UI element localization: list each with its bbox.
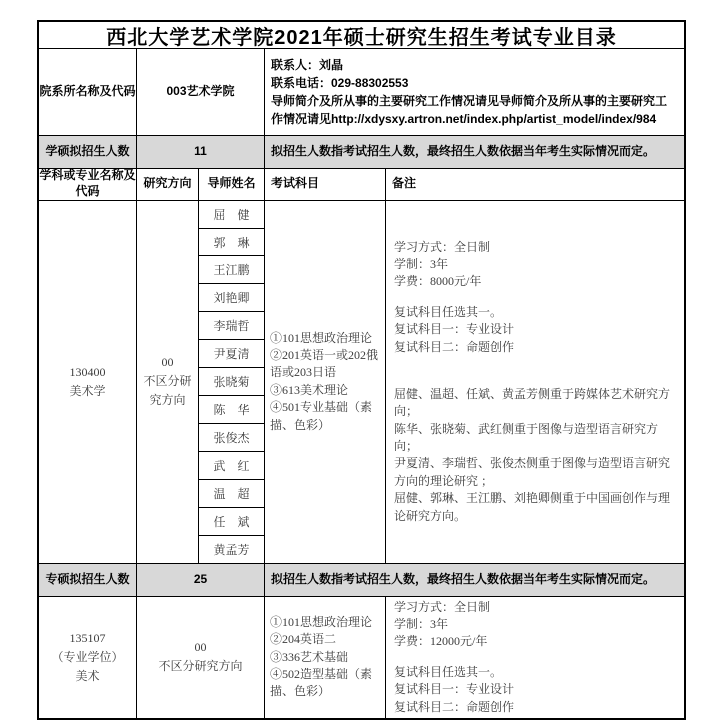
document-title: 西北大学艺术学院2021年硕士研究生招生考试专业目录: [106, 26, 617, 48]
professional-quota-value: 25: [137, 564, 265, 596]
retest-info-block: 复试科目任选其一。 复试科目一：专业设计 复试科目二：命题创作: [394, 304, 515, 354]
academic-quota-value: 11: [137, 136, 265, 168]
department-name: 003艺术学院: [137, 49, 265, 135]
column-header-remarks: 备注: [392, 176, 417, 191]
supervisor-name: 李瑞哲: [199, 312, 264, 340]
professional-major-name: 美术: [75, 668, 100, 683]
supervisor-name: 黄孟芳: [213, 543, 250, 558]
exam-subject: ④501专业基础（素描、色彩）: [270, 400, 373, 432]
professional-quota-note: 拟招生人数指考试招生人数，最终招生人数依据当年考生实际情况而定。: [271, 572, 656, 587]
exam-subject: ③336艺术基础: [270, 649, 349, 664]
professional-direction-name: 不区分研究方向: [158, 659, 243, 674]
professional-quota-label: 专硕拟招生人数: [39, 564, 137, 596]
supervisor-name: 张俊杰: [199, 424, 264, 452]
study-info-block: 学习方式：全日制 学制：3年 学费：12000元/年: [394, 599, 491, 649]
department-label: 院系所名称及代码: [39, 49, 137, 135]
professional-quota-row: [39, 564, 684, 597]
title-row: [39, 22, 684, 49]
study-info-block: 学习方式：全日制 学制：3年 学费：8000元/年: [394, 239, 491, 289]
professional-major-cell: [39, 597, 137, 718]
professional-major-code: 135107: [69, 630, 106, 645]
academic-direction-cell: [137, 201, 199, 564]
academic-major-code: 130400: [69, 364, 106, 379]
exam-subject: ②201英语一或202俄语或203日语: [270, 348, 379, 380]
academic-direction-code: 00: [161, 355, 174, 370]
professional-major-section: [39, 597, 684, 718]
exam-subject: ①101思想政治理论: [270, 614, 373, 629]
supervisor-name: 尹夏清: [199, 340, 264, 368]
exam-subject: ②204英语二: [270, 632, 337, 647]
academic-quota-label: 学硕拟招生人数: [39, 136, 137, 168]
professional-exam-subjects: [265, 597, 386, 718]
column-header-major: 学科或专业名称及代码: [39, 168, 136, 199]
column-header-supervisor: 导师姓名: [199, 169, 265, 200]
supervisor-name: 陈 华: [199, 396, 264, 424]
supervisor-name: 王江鹏: [199, 256, 264, 284]
supervisor-name: 屈 健: [199, 201, 264, 229]
supervisor-profile-note: 导师简介及所从事的主要研究工作情况请见导师简介及所从事的主要研究工作情况请见http://xdysxy.artron.net/index.php/artist_model/index/984: [271, 93, 668, 126]
supervisor-name: 郭 琳: [199, 229, 264, 257]
academic-major-section: [39, 201, 684, 565]
exam-subject: ④502造型基础（素描、色彩）: [270, 667, 373, 699]
supervisor-name: 任 斌: [199, 508, 264, 536]
supervisor-name: 武 红: [199, 452, 264, 480]
column-header-direction: 研究方向: [137, 169, 199, 200]
academic-major-name: 美术学: [69, 383, 106, 398]
professional-direction-cell: [137, 597, 265, 718]
contact-info-cell: [265, 49, 684, 135]
professional-remarks: [386, 597, 684, 718]
supervisor-name: 刘艳卿: [199, 284, 264, 312]
academic-quota-row: [39, 136, 684, 169]
academic-exam-subjects: [265, 201, 386, 564]
exam-subject: ③613美术理论: [270, 382, 349, 397]
supervisor-name: 温 超: [199, 480, 264, 508]
academic-direction-name: 不区分研究方向: [143, 374, 192, 408]
supervisor-name: 张晓菊: [199, 368, 264, 396]
exam-subject: ①101思想政治理论: [270, 330, 373, 345]
column-header-subjects: 考试科目: [265, 169, 386, 200]
admission-catalog-table: [37, 20, 686, 720]
supervisor-list: [199, 201, 265, 564]
academic-quota-note: 拟招生人数指考试招生人数，最终招生人数依据当年考生实际情况而定。: [271, 143, 656, 158]
retest-info-block: 复试科目任选其一。 复试科目一：专业设计 复试科目二：命题创作: [394, 664, 515, 714]
academic-remarks: [386, 201, 684, 564]
column-header-row: [39, 169, 684, 201]
contact-person: 联系人：刘晶: [271, 57, 344, 72]
contact-phone: 联系电话：029-88302553: [271, 75, 409, 90]
academic-major-cell: [39, 201, 137, 564]
department-info-row: [39, 49, 684, 136]
professional-direction-code: 00: [194, 640, 207, 655]
direction-notes-block: 屈健、温超、任斌、黄孟芳侧重于跨媒体艺术研究方向； 陈华、张晓菊、武红侧重于图像与造型语言研究方向； 尹夏清、李瑞哲、张俊杰侧重于图像与造型语言研究方向的理论研究 ； 屈健、郭琳、王江鹏、刘艳卿侧重于中国画创作与理论研究方向。: [394, 386, 671, 523]
professional-major-degree: （专业学位）: [51, 649, 124, 664]
